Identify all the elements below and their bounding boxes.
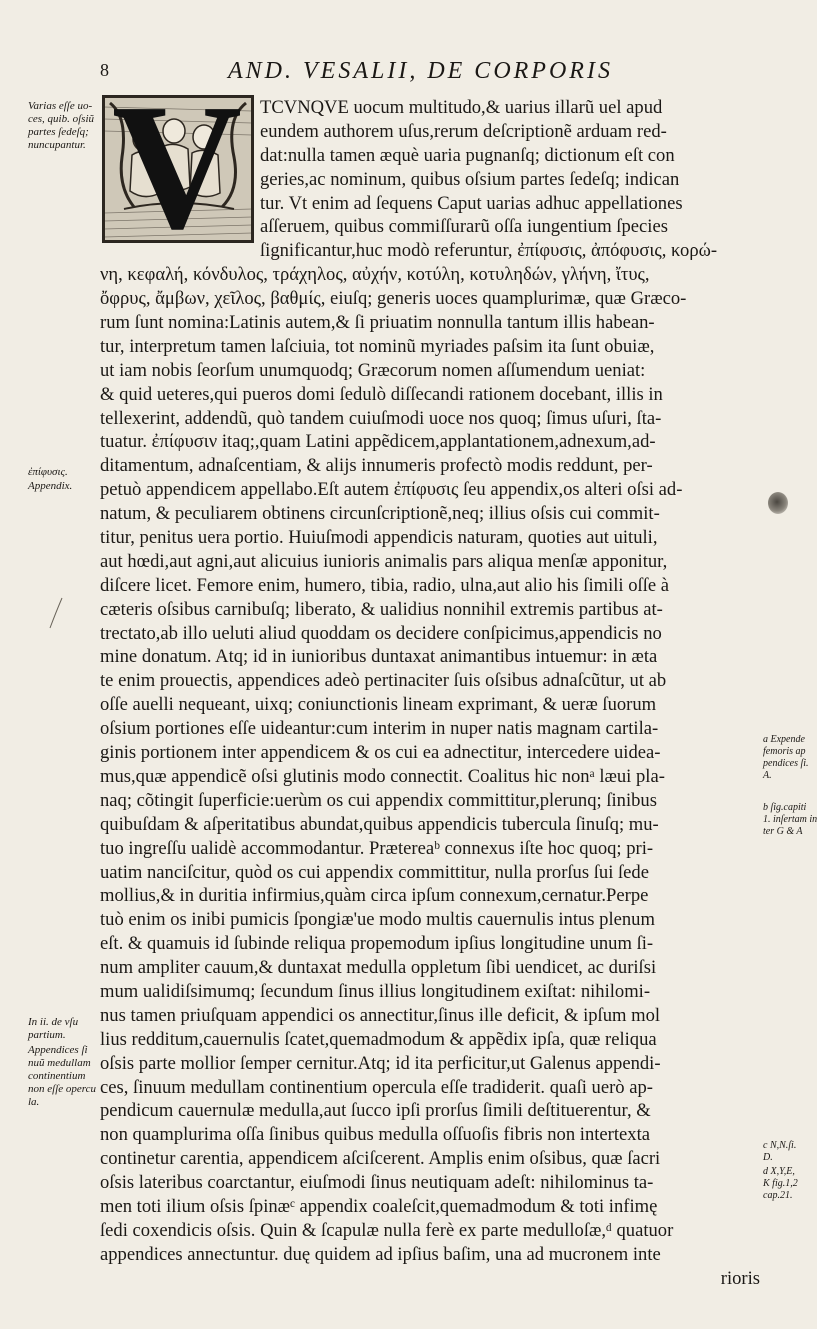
text-line: eundem authorem uſus,rerum deſcriptionẽ arduam red- [260, 120, 667, 142]
note-line: ter G & A [763, 826, 803, 837]
note-line: partes ſedeſq; [28, 126, 89, 138]
text-line: cæteris oſsibus carnibuſq; liberato, & ualidius nonnihil extremis partibus at- [100, 598, 663, 620]
margin-note-left [28, 480, 100, 493]
text-line: tellexerint, addendũ, quò tandem cuiuſmodi uoce nos quoq; ſimus uſuri, ſta- [100, 407, 662, 429]
text-line: aut hœdi,aut agni,aut alicuius iunioris animalis pars aliqua menſæ apponitur, [100, 550, 668, 572]
text-line: lius redditum,cauernulis ſcatet,quemadmodum & appẽdix ipſa, quæ reliqua [100, 1028, 657, 1050]
note-line: la. [28, 1096, 40, 1108]
ink-stain-icon [768, 492, 788, 514]
margin-note-left [28, 1016, 100, 1042]
text-line: nus tamen priuſquam appendici os annectitur,ſinus ille deficit, & ipſum mol [100, 1004, 661, 1026]
pen-stroke-icon [46, 596, 66, 630]
text-line: mum ualidiſsimumq; ſecundum ſinus illius longitudinem exiſtat: nihilomi- [100, 980, 651, 1002]
text-line: rum ſunt nomina:Latinis autem,& ſi priuatim nonnulla tantum illis habean- [100, 312, 655, 334]
text-line: titur, penitus uera portio. Huiuſmodi appendicis naturam, quoties aut uituli, [100, 527, 658, 549]
text-line: non quamplurima oſſa ſinibus quibus medulla oſſuoſis fibris non intertexta [100, 1124, 650, 1146]
catchword: rioris [720, 1267, 760, 1289]
text-line: te enim prouectis, appendices adeò pertinaciter ſuis oſsibus adnaſcũtur, ut ab [100, 670, 667, 692]
note-line: K fig.1,2 [763, 1178, 798, 1189]
note-line: continentium [28, 1070, 86, 1082]
note-line: d X,Y,E, [763, 1166, 795, 1177]
text-line: tur, interpretum tamen laſciuia, tot nominũ myriades paſsim ita ſunt obuiæ, [100, 335, 655, 357]
margin-note-right [763, 734, 809, 782]
text-line: tur. Vt enim ad ſequens Caput uarias adhuc appellationes [260, 192, 683, 214]
text-line: oſsis parte mollior ſemper cernitur.Atq; id ita perficitur,ut Galenus appendi- [100, 1052, 661, 1074]
note-line: b ſig.capiti [763, 802, 807, 813]
text-line: tuatur. ἐπίφυσιν itaq;,quam Latini appẽdicem,applantationem,adnexum,ad- [100, 431, 656, 453]
text-line: tuò enim os inibi pumicis ſpongiæ'ue modo multis cauernulis intus plenum [100, 909, 655, 931]
text-line: ut iam nobis ſeorſum unumquodq; Græcorum nomen aſſumendum ueniat: [100, 359, 646, 381]
margin-note-right [763, 802, 817, 838]
text-line: geries,ac nominum, quibus oſsium partes ſedeſq; indican [260, 168, 680, 190]
text-line: trectato,ab illo ueluti aliud quoddam os decidere conſpicimus,appendicis no [100, 622, 662, 644]
note-line: D. [763, 1152, 773, 1163]
note-line: A. [763, 770, 772, 781]
note-line: pendices ſi. [763, 758, 809, 769]
margin-note-left [28, 100, 100, 152]
text-line: mus,quæ appendicẽ oſsi glutinis modo connectit. Coalitus hic nonᵃ læui pla- [100, 765, 665, 787]
text-line: ὄφρυς, ἄμβων, χεῖλος, βαθμίς, eiuſq; generis uoces quamplurimæ, quæ Græco- [100, 288, 687, 310]
note-line: c N,N.ſi. [763, 1140, 797, 1151]
note-line: nuũ medullam [28, 1057, 91, 1069]
note-line: Varias eſſe uo- [28, 100, 93, 112]
text-line: tuo ingreſſu ualidè accommodantur. Prætereaᵇ connexus iſte hoc quoq; pri- [100, 837, 654, 859]
text-line: mine donatum. Atq; id in iunioribus duntaxat animantibus intuemur: in æta [100, 646, 658, 668]
text-line: oſſe auelli nequeant, uixq; coniunctionis lineam exprimant, & ueræ ſuorum [100, 694, 657, 716]
note-line: non eſſe opercu [28, 1083, 97, 1095]
text-line: continetur carentia, appendicem aſciſcerent. Amplis enim oſsibus, quæ ſacri [100, 1148, 661, 1170]
margin-note-right [763, 1166, 800, 1202]
text-line: νη, κεφαλή, κόνδυλος, τράχηλος, αὐχήν, κοτύλη, κοτυληδών, γλήνη, ἴτυς, [100, 264, 650, 286]
margin-note-left [28, 1044, 100, 1109]
text-line: uatim nanciſcitur, quòd os cui appendix committitur, nulla prorſus ſui ſede [100, 861, 649, 883]
text-line: mollius,& in duritia infirmius,quàm circa ipſum connexum,cernatur.Perpe [100, 885, 649, 907]
note-line: ces, quib. oſsiũ [28, 113, 94, 125]
text-line: dat:nulla tamen æquè uaria pugnanſq; dictionum eſt con [260, 144, 675, 166]
initial-letter: V [112, 67, 242, 266]
text-line: aſſeruem, quibus commiſſurarũ oſſa iungentium ſpecies [260, 216, 668, 238]
text-line: oſsium portiones eſſe uideantur:cum interim in nuper natis magnam cartila- [100, 718, 659, 740]
text-line: diſcere licet. Femore enim, humero, tibia, radio, ulna,aut alio his ſimili oſſe à [100, 574, 670, 596]
text-line: ces, ſinuum medullam continentium opercula eſſe tradiderit. quaſi uerò ap- [100, 1076, 653, 1098]
text-line: naq; cõtingit ſuperficie:uerùm os cui appendix committitur,plerunq; ſinibus [100, 789, 657, 811]
margin-note-right [763, 1140, 800, 1164]
body-text [100, 96, 760, 1291]
note-line: Appendices ſi [28, 1044, 88, 1056]
note-line: Appendix. [28, 480, 73, 492]
running-head: AND. VESALII, DE CORPORIS [228, 58, 613, 84]
note-line: a Expende [763, 734, 805, 745]
note-line: cap.21. [763, 1190, 793, 1201]
text-line: ſignificantur,huc modò referuntur, ἐπίφυσις, ἀπόφυσις, κορώ- [260, 240, 718, 262]
text-line: quibuſdam & aſperitatibus abundat,quibus appendicis tubercula ſinuſq; mu- [100, 813, 659, 835]
text-line: TCVNQVE uocum multitudo,& uarius illarũ uel apud [260, 97, 663, 118]
text-line: ſedi coxendicis oſsis. Quin & ſcapulæ nulla ferè ex parte medulloſæ,ᵈ quatuor [100, 1219, 674, 1241]
text-line: eſt. & quamuis id ſubinde reliqua propemodum ipſius longitudine unum ſi- [100, 933, 654, 955]
note-line: In ii. de vſu [28, 1016, 79, 1028]
note-line: 1. inſertam in [763, 814, 817, 825]
note-line: partium. [28, 1029, 66, 1041]
text-line: men toti ilium oſsis ſpinæᶜ appendix coaleſcit,quemadmodum & toti infimę [100, 1195, 658, 1217]
margin-note-left [28, 466, 100, 479]
text-line: ditamentum, adnaſcentiam, & alijs innumeris profectò modis reddunt, per- [100, 455, 653, 477]
text-line: num ampliter cauum,& duntaxat medulla oppletum ſibi uendicet, ac duriſsi [100, 957, 657, 979]
text-line: appendices annectuntur. duę quidem ad ipſius baſim, una ad mucronem inte [100, 1243, 661, 1265]
text-line: petuò appendicem appellabo.Eſt autem ἐπίφυσις ſeu appendix,os alteri oſsi ad- [100, 479, 683, 501]
text-line: natum, & peculiarem obtinens circunſcriptionẽ,neq; illius oſsis cui commit- [100, 503, 660, 525]
text-line: & quid ueteres,qui pueros domi ſedulò diſſecandi rationem docebant, illis in [100, 383, 663, 405]
text-line: pendicum cauernulæ medulla,aut ſucco ipſi prorſus ſimili deſtituerentur, & [100, 1100, 651, 1122]
note-line: ἐπίφυσις. [28, 466, 68, 478]
note-line: nuncupantur. [28, 139, 86, 151]
note-line: femoris ap [763, 746, 806, 757]
text-line: ginis portionem inter appendicem & os cui ea adnectitur, intercedere uidea- [100, 742, 661, 764]
text-line: oſsis lateribus coarctantur, eiuſmodi ſinus neutiquam adeſt: nihilominus ta- [100, 1172, 654, 1194]
page-number: 8 [100, 60, 109, 80]
